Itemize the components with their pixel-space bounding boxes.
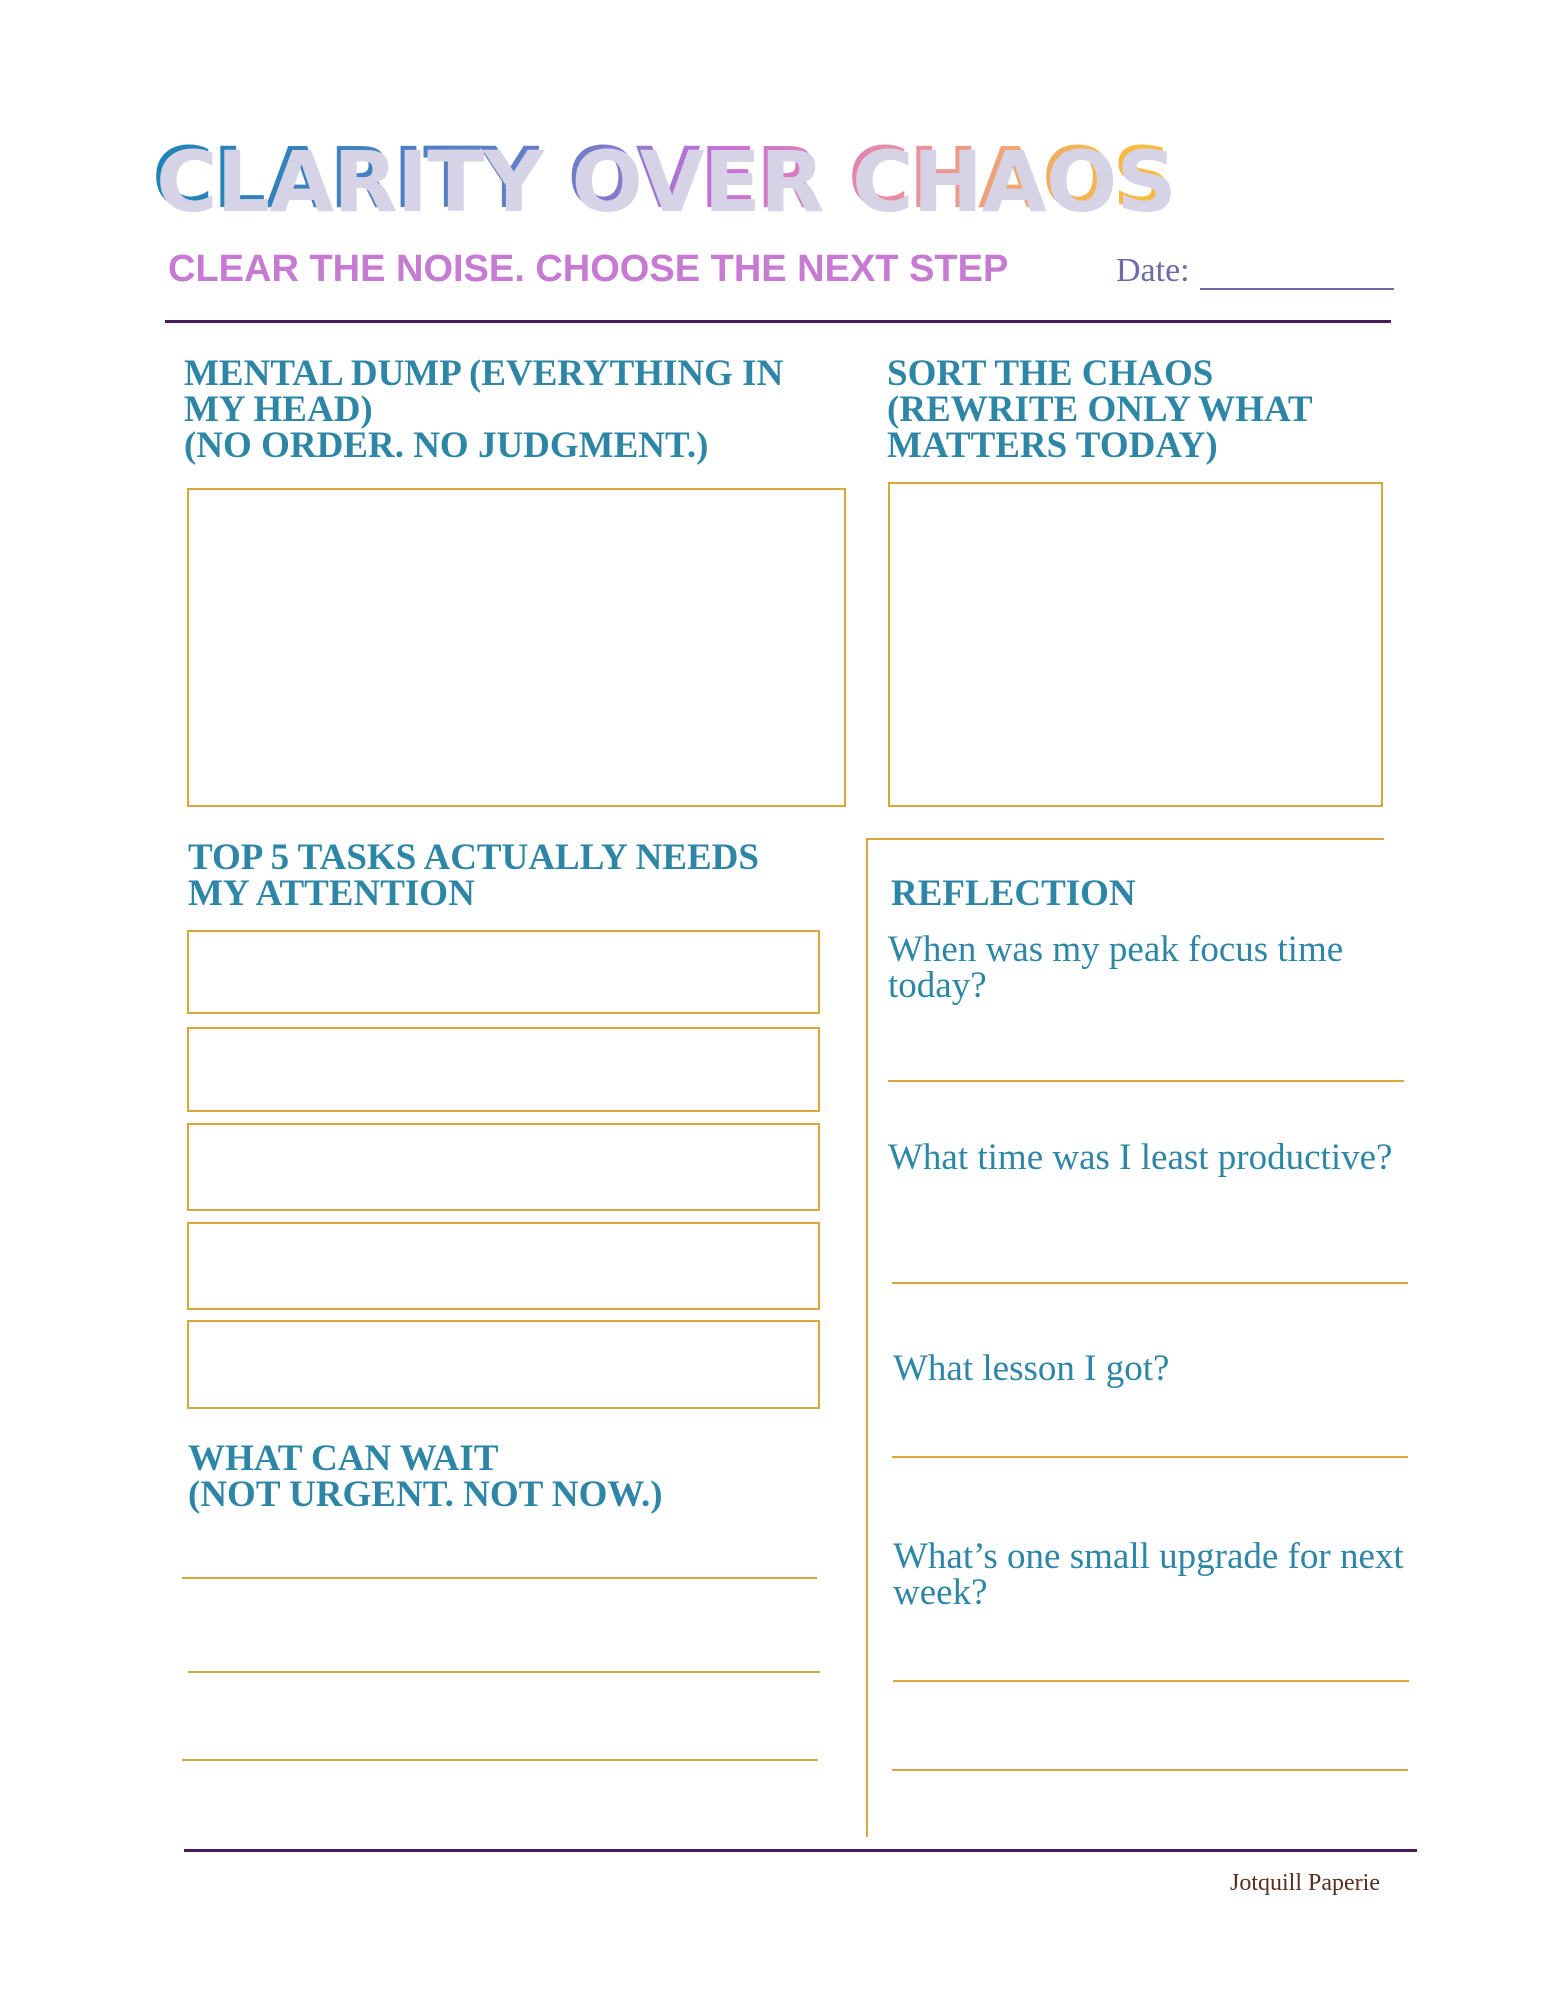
can-wait-heading (188, 1438, 663, 1515)
date-label: Date: (1116, 252, 1190, 289)
task-box-2[interactable] (187, 1027, 820, 1112)
title-word-over: OVER (567, 129, 820, 227)
reflection-left-border (866, 838, 868, 1837)
can-wait-line-2[interactable] (188, 1671, 820, 1673)
reflection-question-2 (888, 1137, 1393, 1178)
sort-chaos-heading (887, 353, 1313, 466)
reflection-question-1 (888, 929, 1344, 1006)
reflection-answer-line-4b[interactable] (892, 1769, 1408, 1771)
can-wait-line-1[interactable] (182, 1577, 817, 1579)
sort-chaos-heading-line-2: (REWRITE ONLY WHAT (887, 389, 1313, 430)
footer-divider (184, 1849, 1417, 1852)
reflection-heading: REFLECTION (891, 873, 1136, 914)
top-tasks-heading-line-2: MY ATTENTION (188, 873, 475, 914)
reflection-answer-line-2[interactable] (892, 1282, 1408, 1284)
top-tasks-heading-line-1: TOP 5 TASKS ACTUALLY NEEDS (188, 837, 759, 878)
reflection-question-1-line-2: today? (888, 965, 987, 1006)
reflection-question-4-line-1: What’s one small upgrade for next (893, 1536, 1404, 1577)
mental-dump-heading (184, 353, 784, 466)
reflection-question-2-line-1: What time was I least productive? (888, 1137, 1393, 1178)
date-field-line[interactable] (1200, 288, 1394, 290)
header-divider (165, 320, 1391, 323)
task-box-1[interactable] (187, 930, 820, 1014)
title-word-chaos: CHAOS (847, 129, 1172, 227)
reflection-question-3-line-1: What lesson I got? (893, 1348, 1170, 1389)
can-wait-heading-line-2: (NOT URGENT. NOT NOW.) (188, 1474, 663, 1515)
sort-chaos-heading-line-1: SORT THE CHAOS (887, 353, 1214, 394)
task-box-4[interactable] (187, 1222, 820, 1310)
reflection-answer-line-4a[interactable] (893, 1680, 1409, 1682)
mental-dump-heading-line-2: MY HEAD) (184, 389, 373, 430)
reflection-top-border (866, 838, 1384, 840)
mental-dump-heading-line-1: MENTAL DUMP (EVERYTHING IN (184, 353, 784, 394)
reflection-question-3 (893, 1348, 1170, 1389)
mental-dump-box[interactable] (187, 488, 846, 807)
title-word-clarity: CLARITY (152, 129, 540, 227)
sort-chaos-heading-line-3: MATTERS TODAY) (887, 425, 1218, 466)
page-subtitle: CLEAR THE NOISE. CHOOSE THE NEXT STEP (168, 248, 1009, 290)
can-wait-line-3[interactable] (182, 1759, 818, 1761)
reflection-answer-line-3[interactable] (892, 1456, 1408, 1458)
reflection-answer-line-1[interactable] (888, 1080, 1404, 1082)
brand-name: Jotquill Paperie (1230, 1870, 1380, 1896)
reflection-question-4 (893, 1536, 1404, 1613)
sort-chaos-box[interactable] (888, 482, 1383, 807)
reflection-question-4-line-2: week? (893, 1572, 988, 1613)
top-tasks-heading (188, 837, 759, 914)
mental-dump-heading-line-3: (NO ORDER. NO JUDGMENT.) (184, 425, 709, 466)
can-wait-heading-line-1: WHAT CAN WAIT (188, 1438, 499, 1479)
task-box-3[interactable] (187, 1123, 820, 1211)
task-box-5[interactable] (187, 1320, 820, 1409)
page-title (152, 129, 1172, 227)
reflection-question-1-line-1: When was my peak focus time (888, 929, 1344, 970)
